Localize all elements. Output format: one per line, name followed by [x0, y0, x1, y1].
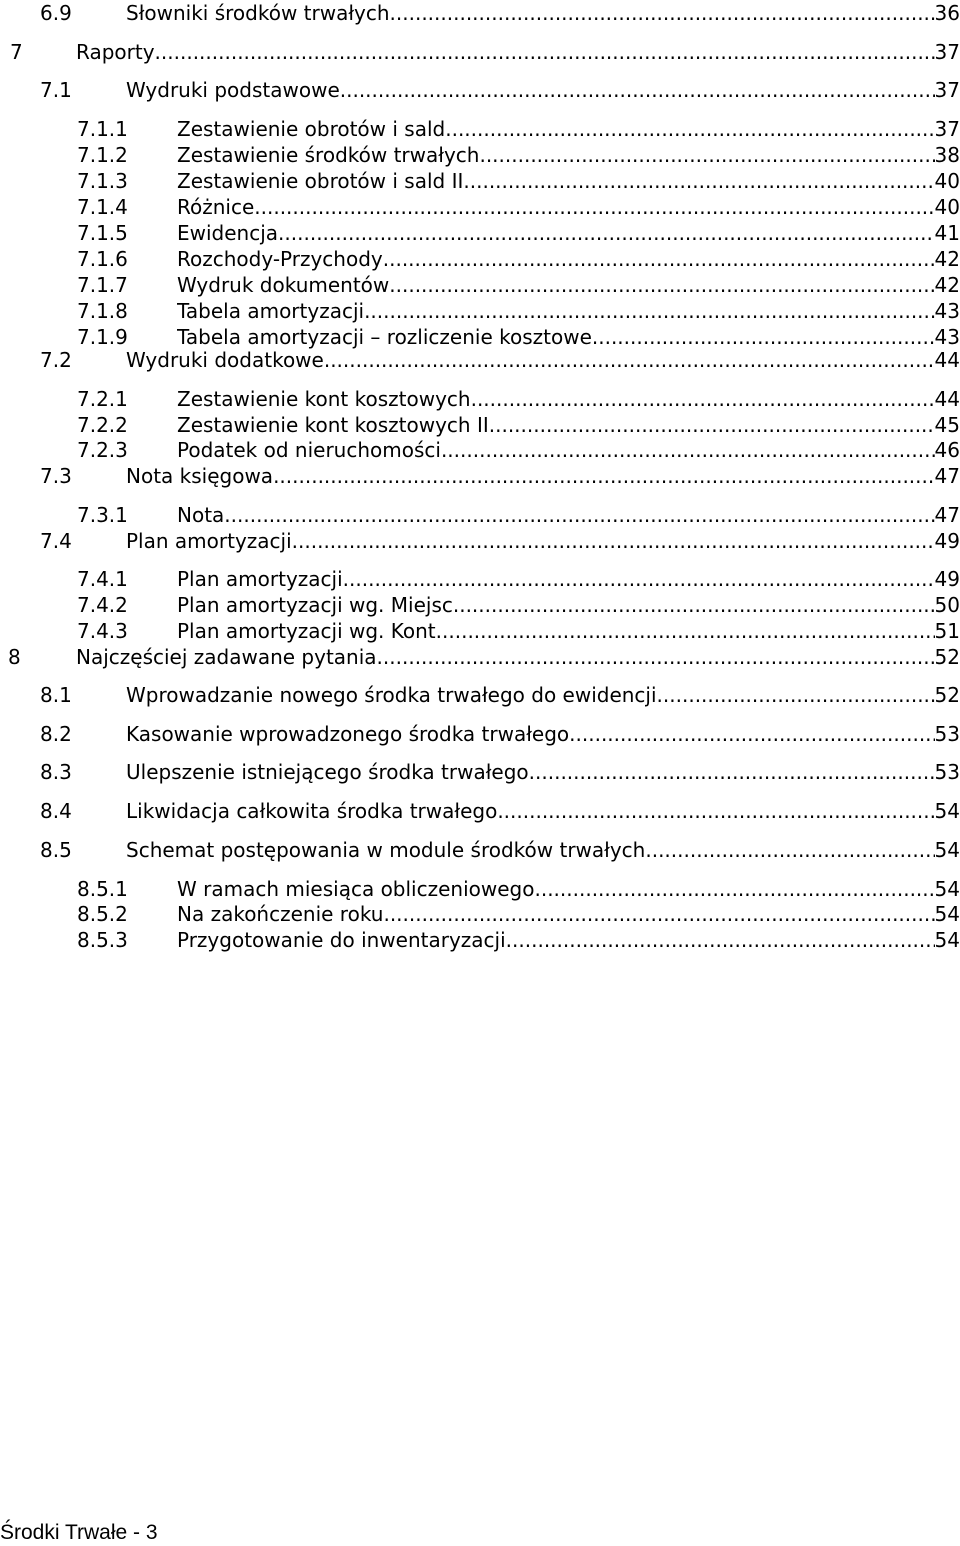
- toc-entry-title: Podatek od nieruchomości: [177, 438, 441, 462]
- toc-entry[interactable]: [40, 0, 960, 26]
- toc-entry-number: 8.5: [40, 838, 72, 862]
- toc-entry-page: 53: [934, 722, 960, 746]
- toc-leader-dots: [489, 412, 935, 438]
- toc-leader-dots: [383, 246, 935, 272]
- toc-entry-number: 7.4: [40, 529, 72, 553]
- toc-entry-page: 43: [934, 299, 960, 323]
- toc-entry-number: 8.1: [40, 683, 72, 707]
- toc-entry-page: 49: [934, 529, 960, 553]
- toc-entry-number: 7.1.4: [77, 195, 128, 219]
- toc-entry-title: Wydruki dodatkowe: [126, 348, 324, 372]
- toc-entry-page: 54: [934, 928, 960, 952]
- toc-entry-title: W ramach miesiąca obliczeniowego: [177, 877, 535, 901]
- toc-entry[interactable]: [77, 901, 960, 927]
- toc-entry-number: 7.1.7: [77, 273, 128, 297]
- toc-leader-dots: [273, 463, 934, 489]
- toc-entry-number: 7.1.6: [77, 247, 128, 271]
- toc-entry-number: 7.3: [40, 464, 72, 488]
- toc-entry[interactable]: [77, 927, 960, 953]
- toc-entry-number: 7: [10, 40, 23, 64]
- toc-leader-dots: [497, 798, 934, 824]
- toc-entry-page: 44: [934, 387, 960, 411]
- toc-entry-number: 7.1.3: [77, 169, 128, 193]
- toc-leader-dots: [364, 298, 934, 324]
- toc-leader-dots: [506, 927, 935, 953]
- toc-entry-number: 7.2: [40, 348, 72, 372]
- toc-entry-title: Plan amortyzacji wg. Kont: [177, 619, 436, 643]
- toc-entry-number: 6.9: [40, 1, 72, 25]
- toc-entry-number: 8.3: [40, 760, 72, 784]
- toc-leader-dots: [471, 386, 935, 412]
- toc-entry-page: 43: [934, 325, 960, 349]
- toc-entry-title: Rozchody-Przychody: [177, 247, 383, 271]
- toc-entry-title: Zestawienie kont kosztowych: [177, 387, 471, 411]
- toc-entry-number: 7.2.1: [77, 387, 128, 411]
- toc-entry-page: 52: [934, 683, 960, 707]
- toc-entry[interactable]: [77, 298, 960, 324]
- toc-entry-number: 7.1.9: [77, 325, 128, 349]
- toc-leader-dots: [645, 837, 934, 863]
- toc-entry-page: 50: [934, 593, 960, 617]
- toc-entry-title: Plan amortyzacji: [126, 529, 292, 553]
- toc-leader-dots: [436, 618, 935, 644]
- toc-entry-title: Wprowadzanie nowego środka trwałego do ewidencji: [126, 683, 657, 707]
- toc-leader-dots: [343, 566, 935, 592]
- toc-entry-page: 53: [934, 760, 960, 784]
- toc-leader-dots: [445, 116, 934, 142]
- toc-entry-page: 42: [934, 273, 960, 297]
- toc-entry[interactable]: [40, 77, 960, 103]
- toc-leader-dots: [390, 0, 935, 26]
- toc-entry-number: 8.5.1: [77, 877, 128, 901]
- toc-leader-dots: [453, 592, 935, 618]
- toc-entry-title: Wydruki podstawowe: [126, 78, 340, 102]
- toc-entry-title: Ulepszenie istniejącego środka trwałego: [126, 760, 529, 784]
- toc-leader-dots: [155, 39, 935, 65]
- toc-entry[interactable]: [77, 272, 960, 298]
- toc-leader-dots: [254, 194, 934, 220]
- toc-leader-dots: [224, 502, 934, 528]
- toc-entry-number: 7.1.8: [77, 299, 128, 323]
- toc-leader-dots: [534, 876, 934, 902]
- toc-entry[interactable]: [40, 721, 960, 747]
- toc-entry-title: Słowniki środków trwałych: [126, 1, 390, 25]
- toc-entry-page: 40: [934, 195, 960, 219]
- toc-leader-dots: [441, 437, 935, 463]
- toc-entry[interactable]: [77, 566, 960, 592]
- toc-entry-title: Wydruk dokumentów: [177, 273, 390, 297]
- toc-entry[interactable]: [40, 463, 960, 489]
- toc-entry-title: Zestawienie kont kosztowych II: [177, 413, 489, 437]
- toc-entry-title: Najczęściej zadawane pytania: [76, 645, 377, 669]
- toc-entry-page: 54: [934, 902, 960, 926]
- toc-entry-page: 40: [934, 169, 960, 193]
- toc-entry[interactable]: [40, 798, 960, 824]
- toc-entry-number: 8: [8, 645, 21, 669]
- toc-entry[interactable]: [8, 644, 960, 670]
- toc-entry-title: Zestawienie obrotów i sald II: [177, 169, 464, 193]
- toc-entry[interactable]: [40, 837, 960, 863]
- toc-leader-dots: [657, 682, 935, 708]
- toc-entry-page: 47: [934, 503, 960, 527]
- toc-entry[interactable]: [77, 168, 960, 194]
- toc-entry-page: 51: [934, 619, 960, 643]
- toc-entry-number: 7.2.2: [77, 413, 128, 437]
- toc-entry[interactable]: [77, 220, 960, 246]
- toc-entry-number: 7.4.1: [77, 567, 128, 591]
- toc-leader-dots: [324, 347, 935, 373]
- toc-entry-title: Przygotowanie do inwentaryzacji: [177, 928, 506, 952]
- toc-entry[interactable]: [77, 412, 960, 438]
- toc-entry[interactable]: [40, 682, 960, 708]
- toc-entry-page: 52: [934, 645, 960, 669]
- toc-entry-title: Tabela amortyzacji: [177, 299, 365, 323]
- toc-entry-page: 37: [934, 117, 960, 141]
- toc-entry-number: 7.4.2: [77, 593, 128, 617]
- toc-entry-page: 45: [934, 413, 960, 437]
- toc-entry-title: Różnice: [177, 195, 255, 219]
- toc-leader-dots: [278, 220, 935, 246]
- toc-entry[interactable]: [77, 592, 960, 618]
- toc-entry-number: 8.5.3: [77, 928, 128, 952]
- toc-entry-number: 8.4: [40, 799, 72, 823]
- toc-entry-title: Na zakończenie roku: [177, 902, 384, 926]
- toc-entry[interactable]: [77, 618, 960, 644]
- toc-entry-page: 54: [934, 877, 960, 901]
- toc-entry-page: 38: [934, 143, 960, 167]
- toc-entry-number: 7.4.3: [77, 619, 128, 643]
- toc-entry-title: Tabela amortyzacji – rozliczenie kosztowe: [177, 325, 592, 349]
- toc-entry-number: 7.1.5: [77, 221, 128, 245]
- toc-entry-number: 8.5.2: [77, 902, 128, 926]
- toc-entry-title: Kasowanie wprowadzonego środka trwałego: [126, 722, 570, 746]
- toc-leader-dots: [389, 272, 934, 298]
- toc-entry-page: 46: [934, 438, 960, 462]
- toc-leader-dots: [529, 759, 935, 785]
- toc-entry-page: 54: [934, 838, 960, 862]
- toc-entry[interactable]: [77, 246, 960, 272]
- toc-leader-dots: [383, 901, 934, 927]
- toc-entry[interactable]: [40, 759, 960, 785]
- toc-entry-number: 7.1.2: [77, 143, 128, 167]
- toc-entry[interactable]: [40, 347, 960, 373]
- toc-leader-dots: [479, 142, 934, 168]
- toc-entry[interactable]: [40, 528, 960, 554]
- toc-entry[interactable]: [77, 142, 960, 168]
- toc-entry-title: Schemat postępowania w module środków trwałych: [126, 838, 646, 862]
- toc-entry-title: Plan amortyzacji: [177, 567, 343, 591]
- toc-entry-title: Plan amortyzacji wg. Miejsc: [177, 593, 453, 617]
- toc-entry-page: 37: [934, 40, 960, 64]
- toc-leader-dots: [340, 77, 935, 103]
- toc-entry-title: Ewidencja: [177, 221, 279, 245]
- toc-entry[interactable]: [77, 386, 960, 412]
- toc-entry-title: Likwidacja całkowita środka trwałego: [126, 799, 498, 823]
- toc-entry-page: 37: [934, 78, 960, 102]
- toc-entry-page: 41: [934, 221, 960, 245]
- toc-entry-number: 7.3.1: [77, 503, 128, 527]
- toc-entry-page: 49: [934, 567, 960, 591]
- toc-entry[interactable]: [77, 437, 960, 463]
- toc-entry-page: 47: [934, 464, 960, 488]
- toc-entry[interactable]: [77, 876, 960, 902]
- toc-entry-number: 8.2: [40, 722, 72, 746]
- toc-entry[interactable]: [10, 39, 960, 65]
- toc-entry-number: 7.2.3: [77, 438, 128, 462]
- toc-entry[interactable]: [77, 116, 960, 142]
- toc-leader-dots: [463, 168, 934, 194]
- toc-leader-dots: [292, 528, 935, 554]
- toc-entry[interactable]: [77, 194, 960, 220]
- toc-entry[interactable]: [77, 502, 960, 528]
- toc-entry-page: 42: [934, 247, 960, 271]
- toc-entry-page: 36: [934, 1, 960, 25]
- toc-entry-number: 7.1.1: [77, 117, 128, 141]
- toc-leader-dots: [569, 721, 934, 747]
- toc-entry-page: 44: [934, 348, 960, 372]
- toc-entry-title: Nota: [177, 503, 225, 527]
- toc-entry-title: Raporty: [76, 40, 155, 64]
- toc-entry-number: 7.1: [40, 78, 72, 102]
- toc-entry-title: Nota księgowa: [126, 464, 274, 488]
- toc-entry-title: Zestawienie środków trwałych: [177, 143, 480, 167]
- page-footer: Środki Trwałe - 3: [0, 1521, 158, 1544]
- toc-entry-page: 54: [934, 799, 960, 823]
- toc-entry-title: Zestawienie obrotów i sald: [177, 117, 446, 141]
- toc-leader-dots: [377, 644, 935, 670]
